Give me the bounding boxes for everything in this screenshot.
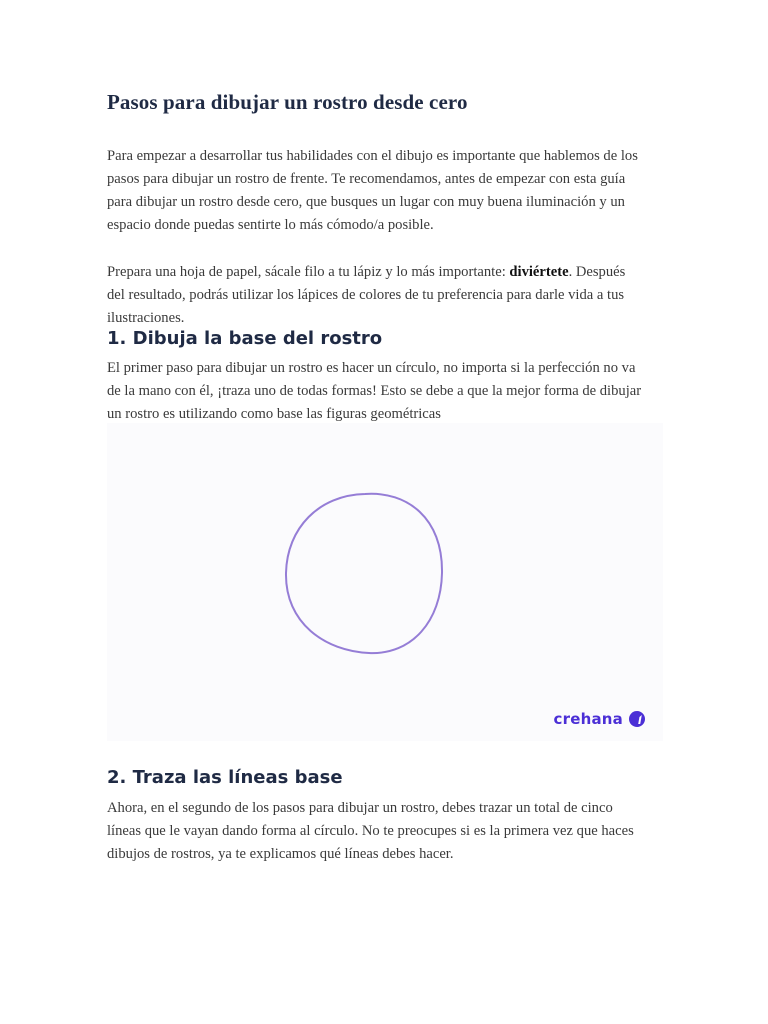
brand-name: crehana <box>553 710 623 728</box>
section-1-paragraph <box>107 357 667 426</box>
prepare-text-before: Prepara una hoja de papel, sácale filo a tu lápiz y lo más importante: <box>107 264 510 280</box>
section-2-heading: 2. Traza las líneas base <box>107 767 343 788</box>
circle-drawing <box>107 423 663 741</box>
section-2-line-2: líneas que le vayan dando forma al círculo. No te preocupes si es la primera vez que haces <box>107 823 634 839</box>
emphasis-word: diviértete <box>509 264 569 280</box>
intro-paragraph <box>107 145 667 237</box>
prepare-paragraph <box>107 261 667 330</box>
prepare-line-2: del resultado, podrás utilizar los lápices de colores de tu preferencia para darle vida a tus <box>107 287 625 303</box>
prepare-text-after: . Después <box>568 264 626 280</box>
intro-line-3: para dibujar un rostro desde cero, que busques un lugar con muy buena iluminación y un <box>107 194 625 210</box>
section-1-line-2: de la mano con él, ¡traza uno de todas formas! Esto se debe a que la mejor forma de dibujar <box>107 383 642 399</box>
section-1-heading: 1. Dibuja la base del rostro <box>107 328 383 349</box>
prepare-line-3: ilustraciones. <box>107 310 185 326</box>
crehana-logo-icon <box>629 711 645 727</box>
section-1-line-3: un rostro es utilizando como base las figuras geométricas <box>107 406 441 422</box>
section-2-line-3: dibujos de rostros, ya te explicamos qué líneas debes hacer. <box>107 846 454 862</box>
page-title: Pasos para dibujar un rostro desde cero <box>107 90 468 114</box>
hand-drawn-circle <box>286 494 442 653</box>
intro-line-2: pasos para dibujar un rostro de frente. Te recomendamos, antes de empezar con esta guía <box>107 171 626 187</box>
circle-illustration <box>107 423 663 741</box>
prepare-line-1 <box>107 261 667 284</box>
section-2-line-1: Ahora, en el segundo de los pasos para dibujar un rostro, debes trazar un total de cinco <box>107 800 613 816</box>
intro-line-1: Para empezar a desarrollar tus habilidades con el dibujo es importante que hablemos de los <box>107 148 638 164</box>
section-2-paragraph <box>107 797 667 866</box>
brand-watermark <box>554 710 645 728</box>
section-1-line-1: El primer paso para dibujar un rostro es hacer un círculo, no importa si la perfección no va <box>107 360 636 376</box>
intro-line-4: espacio donde puedas sentirte lo más cómodo/a posible. <box>107 217 434 233</box>
